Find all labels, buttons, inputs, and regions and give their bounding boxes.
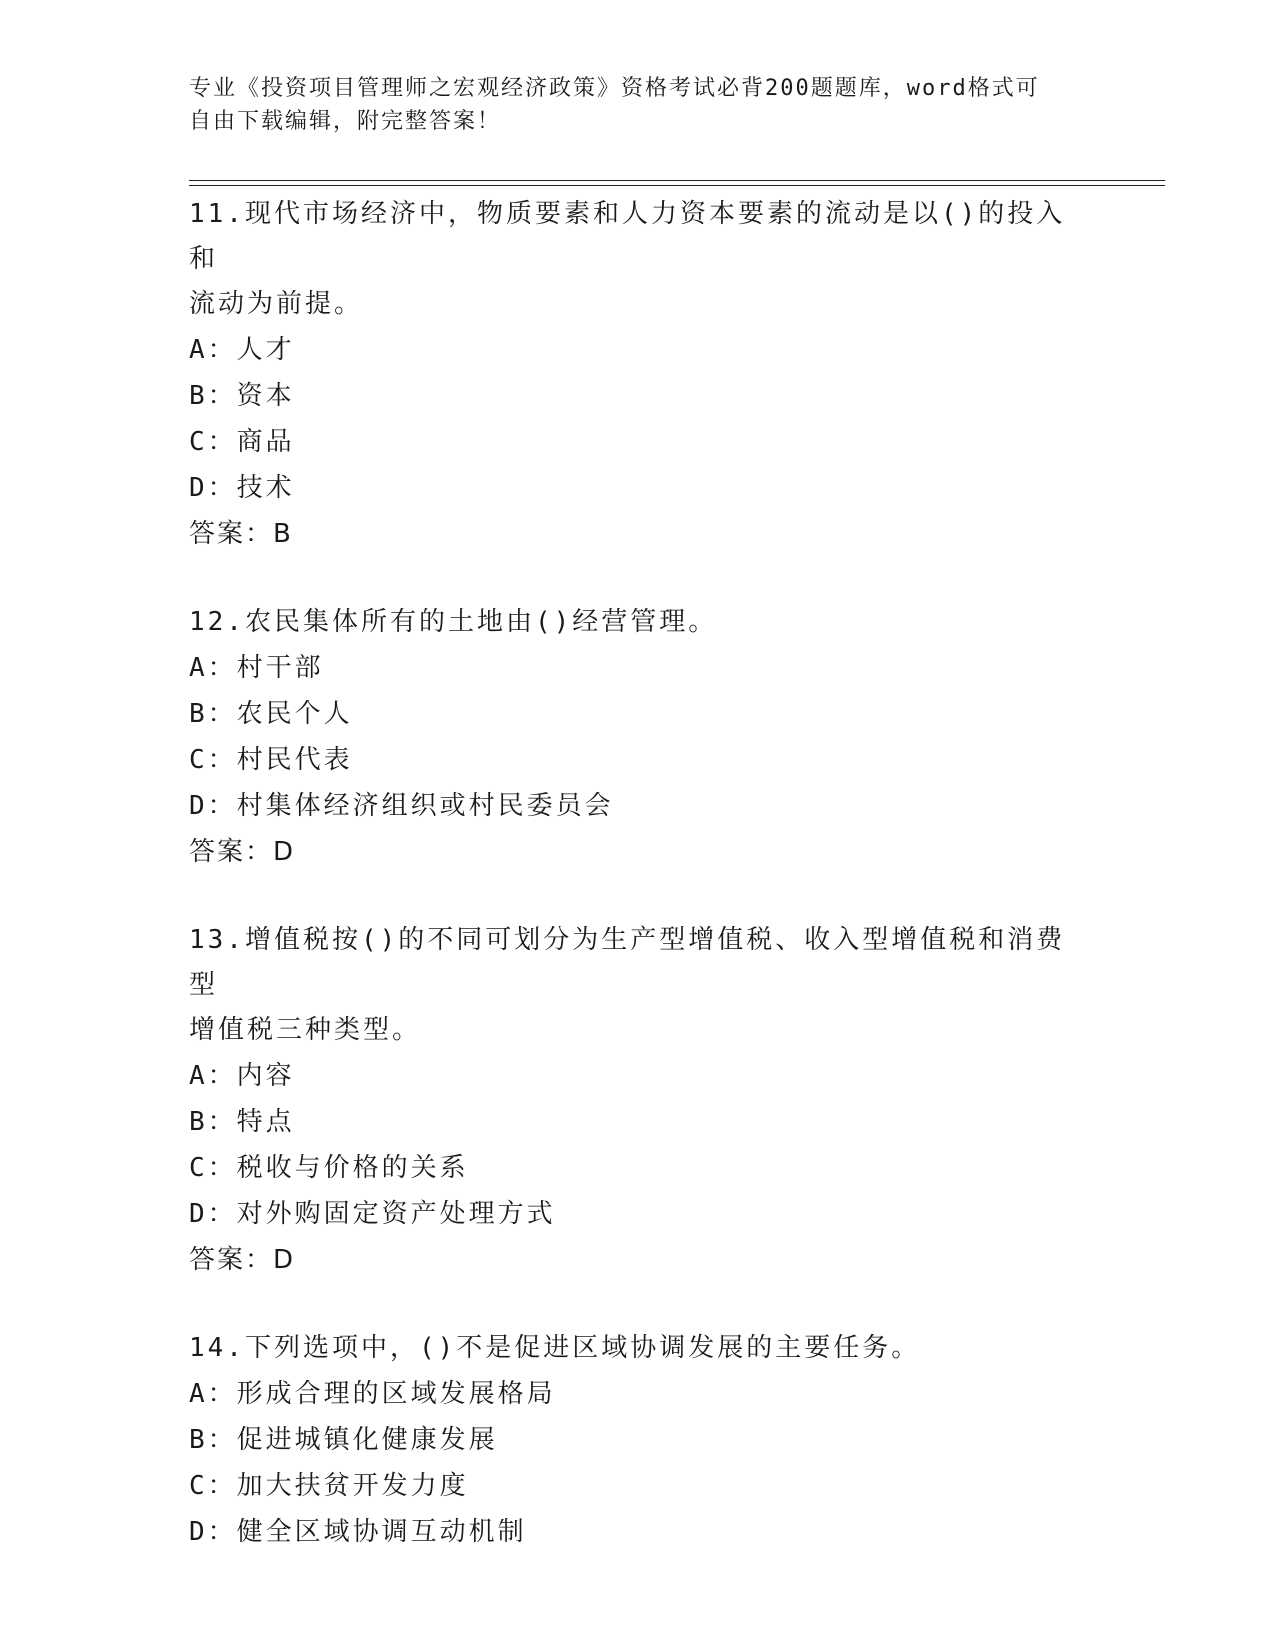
question-stem xyxy=(189,188,1089,327)
option-a: A：内容 xyxy=(189,1061,295,1091)
question-14 xyxy=(189,1322,1089,1555)
answer: 答案：D xyxy=(189,837,296,867)
option-c: C：加大扶贫开发力度 xyxy=(189,1471,469,1501)
header-line-2: 自由下载编辑，附完整答案！ xyxy=(189,109,502,134)
option-d: D：村集体经济组织或村民委员会 xyxy=(189,791,614,821)
option-d: D：对外购固定资产处理方式 xyxy=(189,1199,556,1229)
question-stem-line: 12.农民集体所有的土地由()经营管理。 xyxy=(189,607,718,637)
question-stem xyxy=(189,914,1089,1053)
spacer xyxy=(189,1283,1089,1322)
document-header xyxy=(189,72,1069,138)
option-a: A：人才 xyxy=(189,335,295,365)
spacer xyxy=(189,557,1089,596)
option-c: C：商品 xyxy=(189,427,295,457)
option-c: C：村民代表 xyxy=(189,745,353,775)
question-stem xyxy=(189,596,1089,645)
option-a: A：村干部 xyxy=(189,653,324,683)
question-12 xyxy=(189,596,1089,875)
question-13 xyxy=(189,914,1089,1283)
header-divider-bottom xyxy=(189,185,1165,186)
question-stem-line: 14.下列选项中，()不是促进区域协调发展的主要任务。 xyxy=(189,1333,921,1363)
question-list xyxy=(189,188,1089,1555)
header-divider-top xyxy=(189,180,1165,181)
option-c: C：税收与价格的关系 xyxy=(189,1153,469,1183)
question-stem-line: 13.增值税按()的不同可划分为生产型增值税、收入型增值税和消费型 xyxy=(189,925,1066,1000)
answer: 答案：D xyxy=(189,1245,296,1275)
option-b: B：农民个人 xyxy=(189,699,353,729)
question-11 xyxy=(189,188,1089,557)
option-b: B：特点 xyxy=(189,1107,295,1137)
question-stem-line: 11.现代市场经济中，物质要素和人力资本要素的流动是以()的投入和 xyxy=(189,199,1066,274)
option-a: A：形成合理的区域发展格局 xyxy=(189,1379,556,1409)
option-b: B：促进城镇化健康发展 xyxy=(189,1425,498,1455)
option-d: D：技术 xyxy=(189,473,295,503)
answer: 答案：B xyxy=(189,519,293,549)
question-stem-line: 增值税三种类型。 xyxy=(189,1015,422,1045)
option-d: D：健全区域协调互动机制 xyxy=(189,1517,527,1547)
spacer xyxy=(189,875,1089,914)
option-b: B：资本 xyxy=(189,381,295,411)
question-stem-line: 流动为前提。 xyxy=(189,289,364,319)
header-line-1: 专业《投资项目管理师之宏观经济政策》资格考试必背200题题库，word格式可 xyxy=(189,76,1040,101)
question-stem xyxy=(189,1322,1089,1371)
